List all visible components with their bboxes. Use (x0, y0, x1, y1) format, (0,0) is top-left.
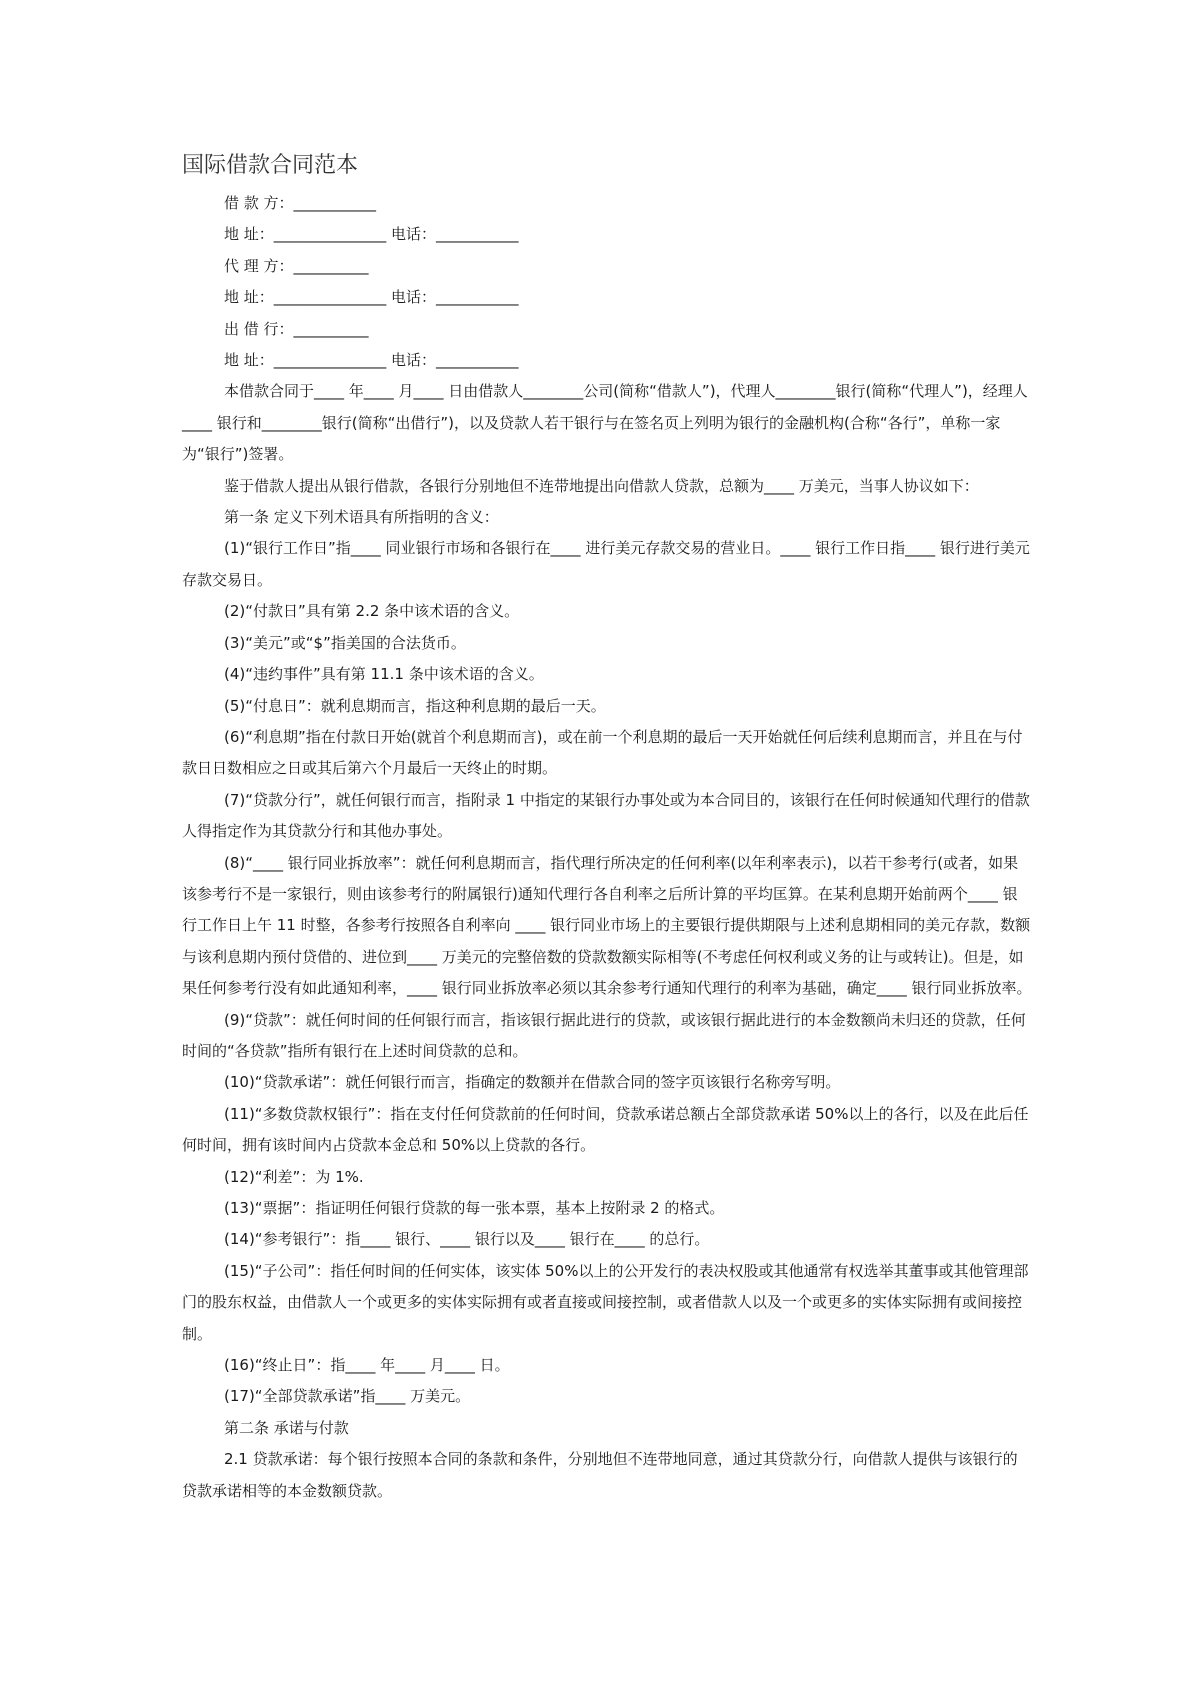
definition-16: (16)“终止日”：指____ 年____ 月____ 日。 (224, 1356, 510, 1375)
definition-2: (2)“付款日”具有第 2.2 条中该术语的含义。 (224, 602, 520, 621)
document-page (182, 150, 1032, 1507)
lender-address-line: 地 址：_______________ 电话：___________ (224, 351, 519, 370)
definition-7: (7)“贷款分行”，就任何银行而言，指附录 1 中指定的某银行办事处或为本合同目的，该银行在任何时候通知代理行的借款人得指定作为其贷款分行和其他办事处。 (182, 790, 1030, 841)
clause-2-1: 2.1 贷款承诺：每个银行按照本合同的条款和条件，分别地但不连带地同意，通过其贷款分行，向借款人提供与该银行的贷款承诺相等的本金数额贷款。 (182, 1450, 1018, 1500)
recital-paragraph: 鉴于借款人提出从银行借款，各银行分别地但不连带地提出向借款人贷款，总额为____ 万美元，当事人协议如下： (224, 476, 979, 495)
borrower-line: 借 款 方：___________ (224, 194, 377, 212)
borrower-address-line: 地 址：_______________ 电话：___________ (224, 225, 519, 244)
agent-address-line: 地 址：_______________ 电话：___________ (224, 288, 519, 307)
definition-6: (6)“利息期”指在付款日开始(就首个利息期而言)，或在前一个利息期的最后一天开始就任何后续利息期而言，并且在与付款日日数相应之日或其后第六个月最后一天终止的时期。 (182, 727, 1023, 778)
preamble-paragraph: 本借款合同于____ 年____ 月____ 日由借款人________公司(简称“借款人”)，代理人________银行(简称“代理人”)，经理人____ 银行和________银行(简称“出借行”)，以及贷款人若干银行与在签名页上列明为银行的金融机构(合称“各行”，单称一家为“银行”)签署。 (182, 382, 1028, 464)
definition-17: (17)“全部贷款承诺”指____ 万美元。 (224, 1387, 471, 1406)
agent-line: 代 理 方：__________ (224, 256, 369, 275)
party-info-block (182, 188, 1032, 376)
article-2-heading: 第二条 承诺与付款 (224, 1418, 349, 1437)
lender-line: 出 借 行：__________ (224, 319, 369, 338)
article-1-heading: 第一条 定义下列术语具有所指明的含义： (224, 508, 499, 527)
definition-12: (12)“利差”：为 1%. (224, 1167, 364, 1186)
definition-3: (3)“美元”或“$”指美国的合法货币。 (224, 633, 466, 652)
definition-9: (9)“贷款”：就任何时间的任何银行而言，指该银行据此进行的贷款，或该银行据此进行的本金数额尚未归还的贷款，任何时间的“各贷款”指所有银行在上述时间贷款的总和。 (182, 1010, 1026, 1060)
definition-1: (1)“银行工作日”指____ 同业银行市场和各银行在____ 进行美元存款交易的营业日。____ 银行工作日指____ 银行进行美元存款交易日。 (182, 539, 1030, 589)
document-title: 国际借款合同范本 (182, 153, 359, 178)
definition-10: (10)“贷款承诺”：就任何银行而言，指确定的数额并在借款合同的签字页该银行名称旁写明。 (224, 1073, 841, 1092)
definition-15: (15)“子公司”：指任何时间的任何实体，该实体 50%以上的公开发行的表决权股或其他通常有权选举其董事或其他管理部门的股东权益，由借款人一个或更多的实体实际拥有或者直接或间接控制，或者借款人以及一个或更多的实体实际拥有或间接控制。 (182, 1261, 1029, 1343)
definition-8: (8)“____ 银行同业拆放率”：就任何利息期而言，指代理行所决定的任何利率(以年利率表示)，以若干参考行(或者，如果该参考行不是一家银行，则由该参考行的附属银行)通知代理行各自利率之后所计算的平均匡算。在某利息期开始前两个____ 银行工作日上午 11 时整，各参考行按照各自利率向 ____ 银行同业市场上的主要银行提供期限与上述利息期相同的美元存款，数额与该利息期内预付贷借的、进位到____ 万美元的完整倍数的贷款数额实际相等(不考虑任何权利或义务的让与或转让)。但是，如果任何参考行没有如此通知利率，____ 银行同业拆放率必须以其余参考行通知代理行的利率为基础，确定____ 银行同业拆放率。 (182, 853, 1032, 998)
definition-14: (14)“参考银行”：指____ 银行、____ 银行以及____ 银行在____ 的总行。 (224, 1230, 710, 1249)
contract-body (182, 376, 1032, 1507)
definition-13: (13)“票据”：指证明任何银行贷款的每一张本票，基本上按附录 2 的格式。 (224, 1199, 725, 1217)
definition-4: (4)“违约事件”具有第 11.1 条中该术语的含义。 (224, 665, 544, 684)
definition-11: (11)“多数贷款权银行”：指在支付任何贷款前的任何时间，贷款承诺总额占全部贷款承诺 50%以上的各行，以及在此后任何时间，拥有该时间内占贷款本金总和 50%以上贷款的各行。 (182, 1104, 1029, 1155)
definition-5: (5)“付息日”：就利息期而言，指这种利息期的最后一天。 (224, 696, 606, 715)
